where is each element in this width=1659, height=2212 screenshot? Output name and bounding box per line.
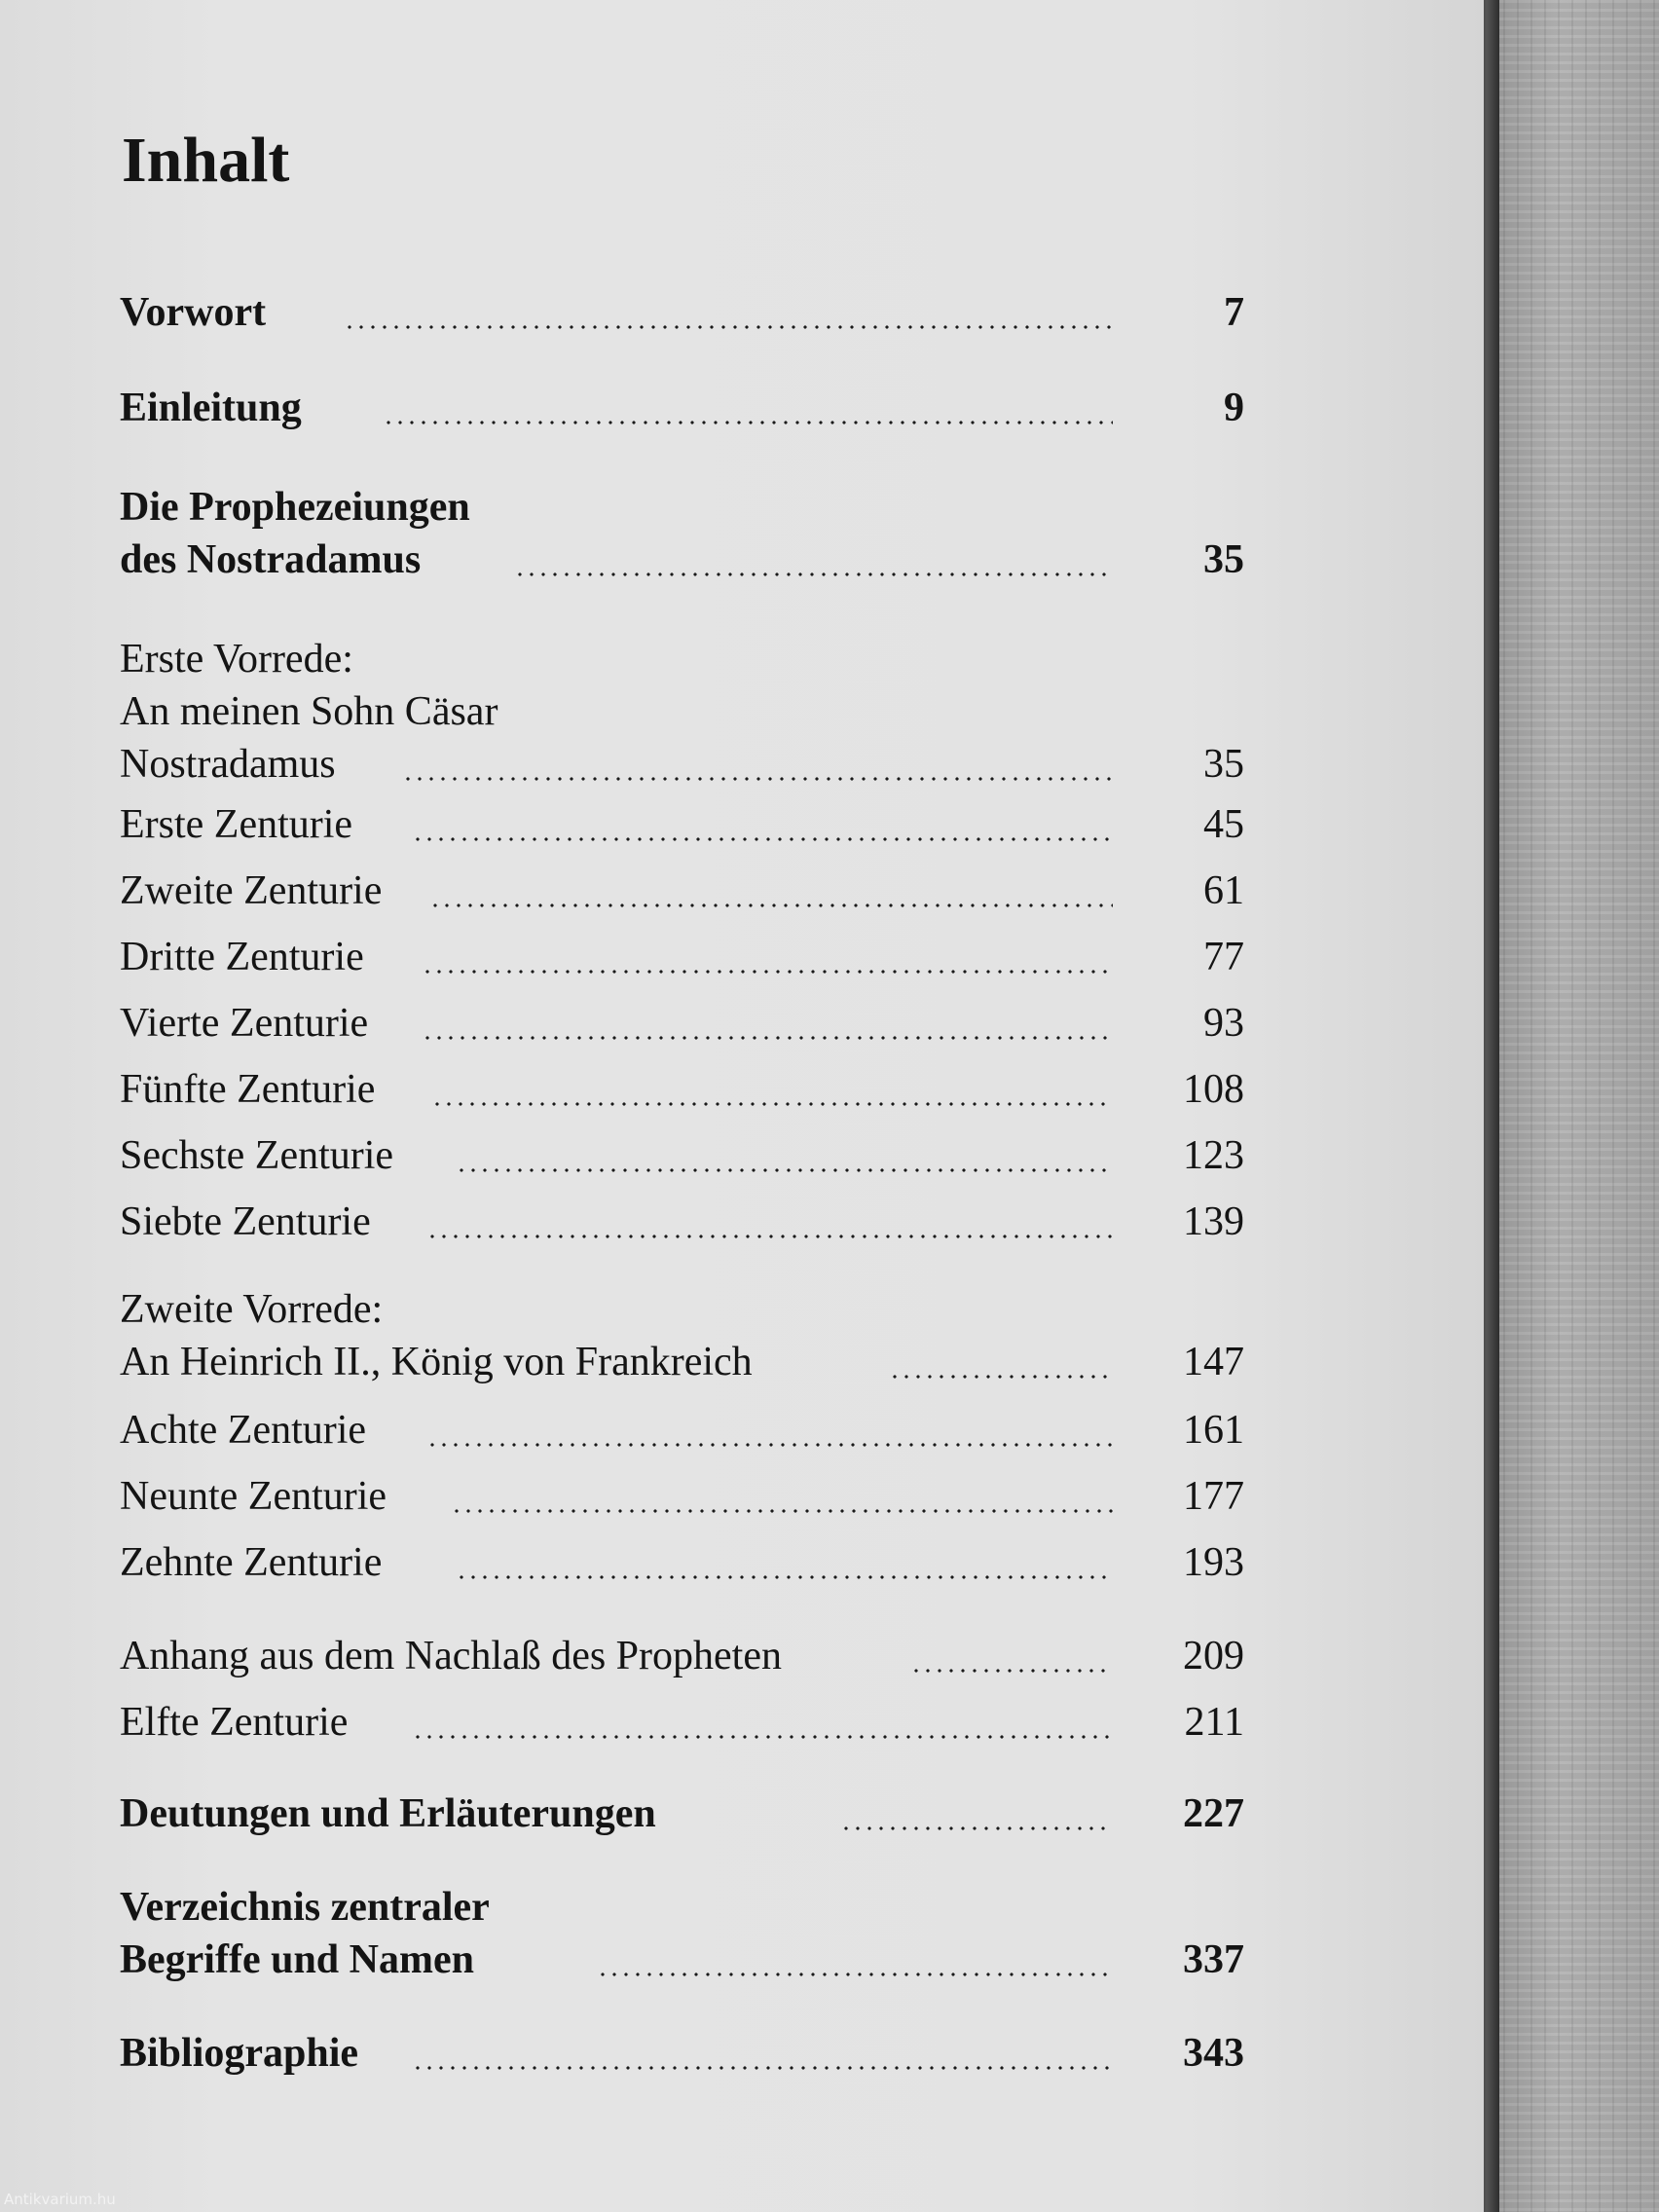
toc-entry-sechste-zenturie — [120, 1131, 1244, 1184]
toc-entry-text: Zweite Vorrede: — [120, 1287, 384, 1332]
toc-entry-deutungen — [120, 1789, 1244, 1842]
page-number: 227 — [1183, 1791, 1244, 1836]
toc-entry-text: Verzeichnis zentraler — [120, 1885, 490, 1930]
toc-entry-zehnte-zenturie — [120, 1538, 1244, 1591]
toc-line — [120, 1338, 1244, 1390]
toc-entry-zweite-zenturie — [120, 866, 1244, 919]
page-number: 211 — [1184, 1700, 1244, 1745]
toc-entry-text: Zehnte Zenturie — [120, 1540, 383, 1585]
page-number: 343 — [1183, 2031, 1244, 2076]
toc-entry-erste-zenturie — [120, 800, 1244, 853]
toc-line — [120, 1406, 1244, 1458]
toc-line — [120, 1472, 1244, 1525]
toc-line — [120, 384, 1244, 436]
toc-line — [120, 1632, 1244, 1684]
toc-line — [120, 866, 1244, 919]
toc-line — [120, 933, 1244, 985]
leader-dots — [889, 1375, 1113, 1379]
toc-entry-text: Deutungen und Erläuterungen — [120, 1791, 656, 1836]
toc-line — [120, 1698, 1244, 1751]
toc-entry-text: An meinen Sohn Cäsar — [120, 689, 498, 734]
toc-entry-text: Erste Vorrede: — [120, 637, 353, 682]
toc-line — [120, 1198, 1244, 1250]
toc-line — [120, 535, 1244, 588]
toc-entry-dritte-zenturie — [120, 933, 1244, 985]
page-number: 177 — [1183, 1474, 1244, 1519]
toc-line — [120, 999, 1244, 1051]
toc-entry-text: Elfte Zenturie — [120, 1700, 349, 1745]
leader-dots — [344, 325, 1113, 329]
toc-entry-text: Einleitung — [120, 386, 302, 430]
page-number: 161 — [1183, 1408, 1244, 1453]
toc-line — [120, 1065, 1244, 1118]
table-surface — [1490, 0, 1659, 2212]
page-number: 193 — [1183, 1540, 1244, 1585]
page-number: 209 — [1183, 1634, 1244, 1678]
page-number: 337 — [1183, 1937, 1244, 1982]
toc-line — [120, 740, 1244, 793]
watermark: Antikvarium.hu — [4, 2191, 116, 2208]
leader-dots — [383, 421, 1113, 424]
leader-dots — [426, 1235, 1113, 1238]
toc-entry-text: Nostradamus — [120, 742, 336, 787]
toc-line — [120, 288, 1244, 341]
page-number: 61 — [1203, 868, 1244, 913]
toc-line — [120, 800, 1244, 853]
leader-dots — [426, 1443, 1113, 1447]
toc-line — [120, 1131, 1244, 1184]
toc-entry-text: Vierte Zenturie — [120, 1001, 369, 1046]
leader-dots — [422, 970, 1113, 974]
leader-dots — [431, 1102, 1113, 1106]
toc-entry-neunte-zenturie — [120, 1472, 1244, 1525]
toc-entry-fuenfte-zenturie — [120, 1065, 1244, 1118]
toc-entry-bibliographie — [120, 2029, 1244, 2082]
leader-dots — [412, 837, 1113, 841]
toc-entry-text: Siebte Zenturie — [120, 1199, 371, 1244]
toc-line — [120, 1789, 1244, 1842]
toc-entry-text: Die Prophezeiungen — [120, 485, 470, 530]
leader-dots — [456, 1168, 1113, 1172]
page-number: 123 — [1183, 1133, 1244, 1178]
toc-entry-achte-zenturie — [120, 1406, 1244, 1458]
leader-dots — [402, 777, 1113, 781]
toc-line — [120, 483, 1244, 535]
leader-dots — [412, 2066, 1113, 2070]
page-number: 45 — [1203, 802, 1244, 847]
page-number: 108 — [1183, 1067, 1244, 1112]
toc-entry-text: Achte Zenturie — [120, 1408, 367, 1453]
leader-dots — [597, 1972, 1113, 1976]
toc-entry-text: Begriffe und Namen — [120, 1937, 474, 1982]
toc-line — [120, 1285, 1244, 1338]
toc-entry-vierte-zenturie — [120, 999, 1244, 1051]
page-number: 35 — [1203, 742, 1244, 787]
toc-entry-prophezeiungen — [120, 483, 1244, 588]
page-number: 35 — [1203, 537, 1244, 582]
toc-entry-elfte-zenturie — [120, 1698, 1244, 1751]
leader-dots — [451, 1509, 1113, 1513]
toc-entry-text: Anhang aus dem Nachlaß des Propheten — [120, 1634, 782, 1678]
page-number: 93 — [1203, 1001, 1244, 1046]
toc-entry-text: Sechste Zenturie — [120, 1133, 394, 1178]
toc-entry-siebte-zenturie — [120, 1198, 1244, 1250]
toc-entry-text: des Nostradamus — [120, 537, 422, 582]
page-title: Inhalt — [122, 125, 290, 196]
toc-line — [120, 635, 1244, 687]
toc-line — [120, 1538, 1244, 1591]
toc-line — [120, 1883, 1244, 1936]
toc-entry-text: Vorwort — [120, 290, 267, 335]
leader-dots — [456, 1575, 1113, 1579]
page-number: 77 — [1203, 935, 1244, 979]
toc-line — [120, 687, 1244, 740]
toc-entry-anhang — [120, 1632, 1244, 1684]
leader-dots — [422, 1036, 1113, 1040]
toc-entry-text: An Heinrich II., König von Frankreich — [120, 1340, 753, 1384]
toc-line — [120, 2029, 1244, 2082]
page-number: 9 — [1224, 386, 1244, 430]
page-number: 7 — [1224, 290, 1244, 335]
toc-entry-text: Fünfte Zenturie — [120, 1067, 376, 1112]
toc-entry-vorwort — [120, 288, 1244, 341]
leader-dots — [514, 572, 1113, 576]
leader-dots — [412, 1735, 1113, 1739]
leader-dots — [840, 1826, 1113, 1830]
leader-dots — [910, 1669, 1113, 1673]
toc-entry-text: Zweite Zenturie — [120, 868, 383, 913]
toc-entry-erste-vorrede — [120, 635, 1244, 793]
toc-entry-text: Erste Zenturie — [120, 802, 353, 847]
page-number: 139 — [1183, 1199, 1244, 1244]
toc-entry-text: Dritte Zenturie — [120, 935, 364, 979]
toc-entry-text: Bibliographie — [120, 2031, 359, 2076]
page-number: 147 — [1183, 1340, 1244, 1384]
toc-entry-text: Neunte Zenturie — [120, 1474, 387, 1519]
toc-entry-zweite-vorrede — [120, 1285, 1244, 1390]
leader-dots — [429, 903, 1113, 907]
toc-entry-verzeichnis — [120, 1883, 1244, 1988]
toc-entry-einleitung — [120, 384, 1244, 436]
toc-line — [120, 1936, 1244, 1988]
